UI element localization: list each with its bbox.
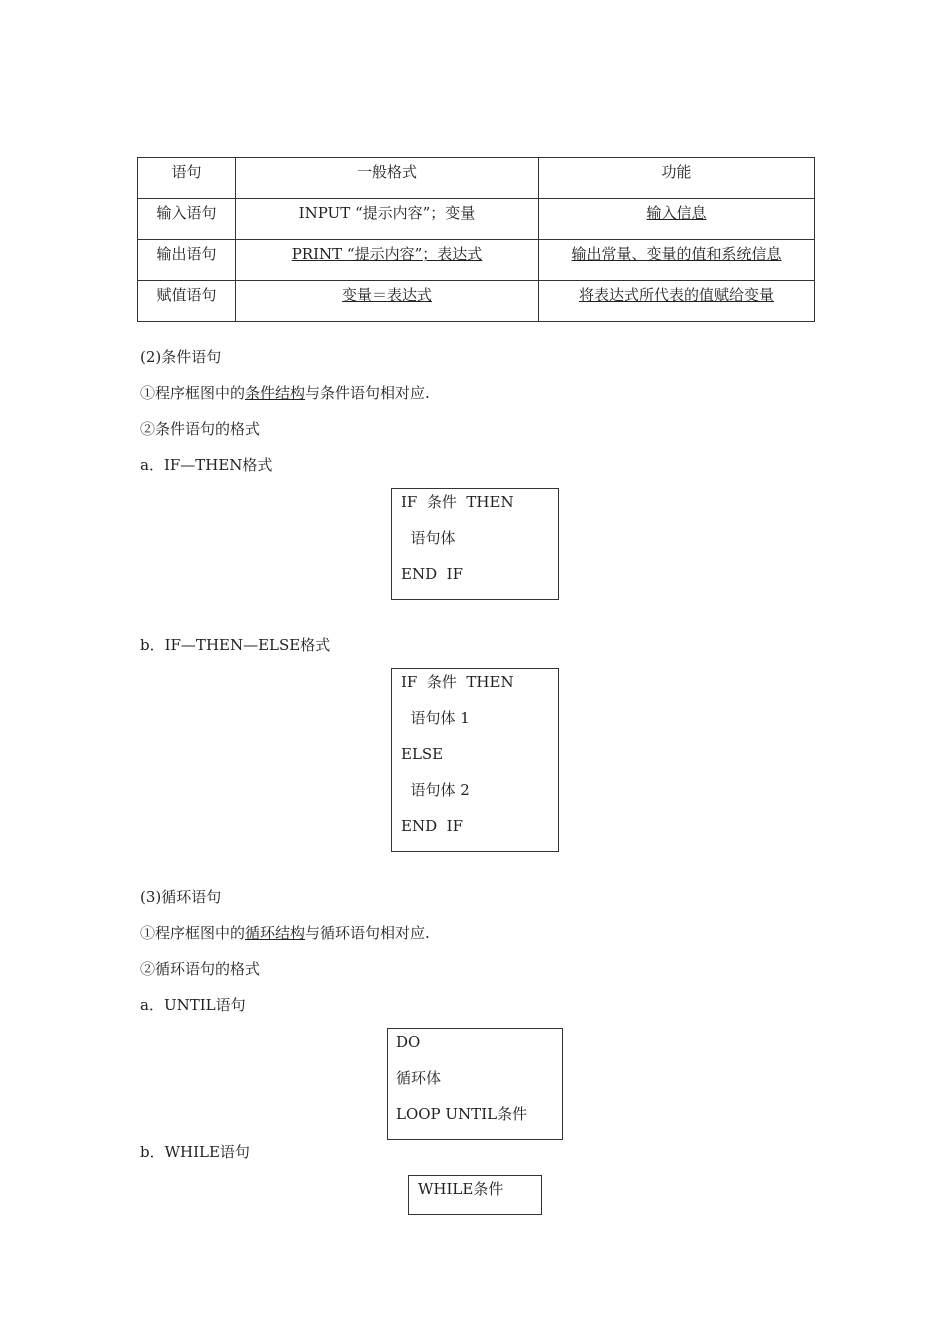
underlined-answer: PRINT “提示内容”；表达式	[291, 245, 483, 263]
underlined-answer: 变量＝表达式	[341, 286, 432, 304]
table-cell-function	[539, 281, 815, 322]
code-line: ELSE	[401, 745, 444, 763]
table-cell-name: 输入语句	[138, 199, 236, 240]
section-2-item-2: ②条件语句的格式	[140, 420, 261, 438]
underlined-answer: 将表达式所代表的值赋给变量	[578, 286, 774, 304]
until-code-box	[387, 1028, 563, 1140]
underlined-answer: 输入信息	[646, 204, 707, 222]
underlined-answer: 输出常量、变量的值和系统信息	[571, 245, 782, 263]
table-cell-function	[539, 199, 815, 240]
section-3-b-label: b．WHILE语句	[140, 1143, 250, 1161]
underlined-answer: 循环结构	[245, 924, 306, 942]
table-cell-function	[539, 240, 815, 281]
section-3-a-label: a．UNTIL语句	[140, 996, 246, 1014]
underlined-answer: 条件结构	[245, 384, 306, 402]
code-line: END IF	[401, 817, 463, 835]
code-line: IF 条件 THEN	[401, 673, 514, 691]
table-cell-format	[236, 281, 539, 322]
section-3-item-1	[140, 922, 430, 944]
code-line: IF 条件 THEN	[401, 493, 514, 511]
code-line: END IF	[401, 565, 463, 583]
table-cell-format	[236, 240, 539, 281]
table-row	[138, 281, 815, 322]
code-line: 循环体	[396, 1069, 442, 1087]
table-row	[138, 240, 815, 281]
statement-table	[137, 157, 815, 322]
text: ①程序框图中的	[140, 384, 246, 402]
section-2-item-1	[140, 382, 430, 404]
table-header-cell: 语句	[138, 158, 236, 199]
section-3-item-2: ②循环语句的格式	[140, 960, 261, 978]
section-3-title: (3)循环语句	[140, 888, 222, 906]
code-line: 语句体 1	[401, 709, 470, 727]
code-line: DO	[396, 1033, 421, 1051]
code-line: 语句体 2	[401, 781, 470, 799]
if-then-else-code-box	[391, 668, 559, 852]
table-cell-name: 输出语句	[138, 240, 236, 281]
section-2-b-label: b．IF—THEN—ELSE格式	[140, 636, 331, 654]
text: ①程序框图中的	[140, 924, 246, 942]
table-header-cell: 功能	[539, 158, 815, 199]
section-2-a-label: a．IF—THEN格式	[140, 456, 273, 474]
section-2-title: (2)条件语句	[140, 348, 222, 366]
table-header-cell: 一般格式	[236, 158, 539, 199]
if-then-code-box	[391, 488, 559, 600]
text: 与循环语句相对应.	[305, 924, 430, 942]
code-line: WHILE条件	[418, 1180, 504, 1198]
text: 与条件语句相对应.	[305, 384, 430, 402]
table-row	[138, 199, 815, 240]
table-cell-name: 赋值语句	[138, 281, 236, 322]
table-header-row	[138, 158, 815, 199]
table-cell-format: INPUT “提示内容”；变量	[236, 199, 539, 240]
while-code-box	[408, 1175, 542, 1215]
code-line: 语句体	[401, 529, 456, 547]
code-line: LOOP UNTIL条件	[396, 1105, 528, 1123]
